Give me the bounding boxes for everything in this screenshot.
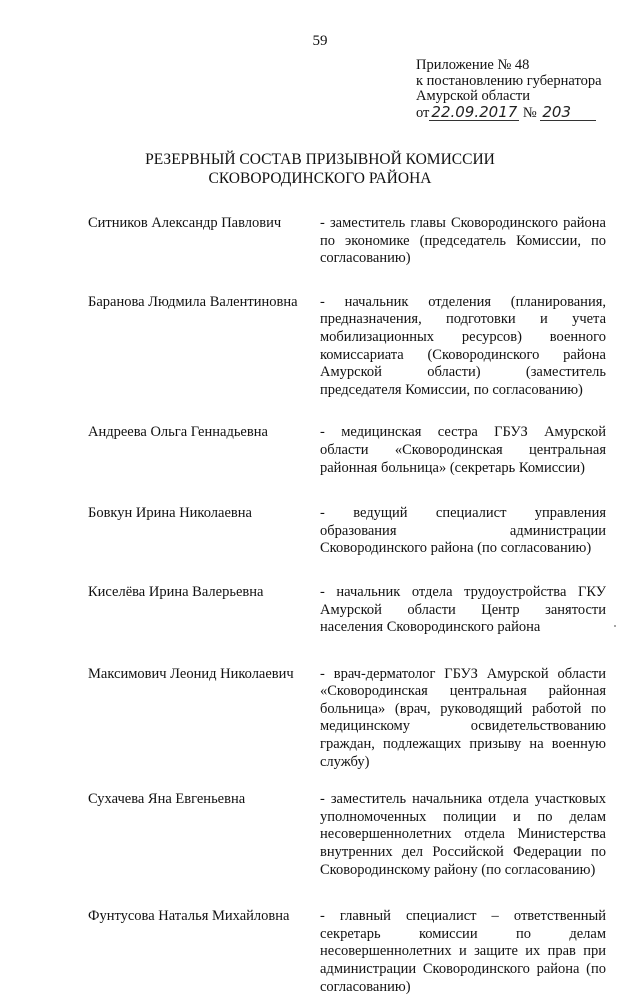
- member-role: - главный специалист – ответственный секретарь комиссии по делам несовершеннолетних и защите их прав при администрации Сковородинского района (по согласованию): [320, 908, 606, 995]
- list-item: [88, 294, 608, 400]
- member-name: Андреева Ольга Геннадьевна: [88, 424, 268, 441]
- list-item: [88, 215, 608, 268]
- handwritten-number: 203: [540, 105, 596, 122]
- member-name: Киселёва Ирина Валерьевна: [88, 583, 264, 600]
- member-name: Ситников Александр Павлович: [88, 215, 282, 231]
- appendix-date-line: [416, 102, 626, 122]
- member-role: - ведущий специалист управления образования администрации Сковородинского района (по согласованию): [320, 505, 606, 557]
- from-label: от: [416, 104, 430, 121]
- member-role: - заместитель главы Сковородинского района по экономике (председатель Комиссии, по согласованию): [320, 215, 606, 267]
- page-number: 59: [312, 33, 328, 49]
- members-list: [88, 215, 608, 996]
- member-role: - медицинская сестра ГБУЗ Амурской области «Сковородинская центральная районная больница» (секретарь Комиссии): [320, 424, 606, 476]
- appendix-title: Приложение № 48: [416, 57, 530, 73]
- member-name: Максимович Леонид Николаевич: [88, 665, 294, 682]
- title-line-1: РЕЗЕРВНЫЙ СОСТАВ ПРИЗЫВНОЙ КОМИССИИ: [145, 151, 495, 168]
- member-name: Баранова Людмила Валентиновна: [88, 293, 298, 310]
- list-item: [88, 424, 608, 477]
- member-role: - врач-дерматолог ГБУЗ Амурской области «Сковородинская центральная районная больница» (врач, руководящий работой по медицинскому освидетельствованию граждан, подлежащих призыву на военную службу): [320, 665, 606, 770]
- number-label: №: [522, 104, 537, 121]
- list-item: [88, 666, 608, 772]
- member-role: - начальник отдела трудоустройства ГКУ Амурской области Центр занятости населения Сковородинского района: [320, 583, 606, 636]
- list-item: [88, 908, 608, 996]
- list-item: [88, 584, 608, 637]
- title-line-2: СКОВОРОДИНСКОГО РАЙОНА: [208, 170, 432, 187]
- appendix-block: [416, 58, 626, 121]
- list-item: [88, 791, 608, 879]
- member-name: Бовкун Ирина Николаевна: [88, 505, 252, 522]
- document-title: [0, 150, 640, 188]
- list-item: [88, 505, 608, 558]
- appendix-region-line: Амурской области: [416, 88, 530, 104]
- member-name: Фунтусова Наталья Михайловна: [88, 908, 290, 925]
- handwritten-date: 22.09.2017: [431, 102, 518, 121]
- member-name: Сухачева Яна Евгеньевна: [88, 791, 246, 808]
- member-role: - начальник отделения (планирования, предназначения, подготовки и учета мобилизационных ресурсов) военного комиссариата (Сковородинского района Амурской области) (заместитель председателя Комиссии, по согласованию): [320, 293, 606, 398]
- appendix-decree-line: к постановлению губернатора: [416, 72, 602, 89]
- member-role: - заместитель начальника отдела участковых уполномоченных полиции и по делам несовершеннолетних отдела Министерства внутренних дел Российской Федерации по Сковородинскому району (по согласованию): [320, 791, 606, 878]
- scan-speck: [614, 625, 616, 627]
